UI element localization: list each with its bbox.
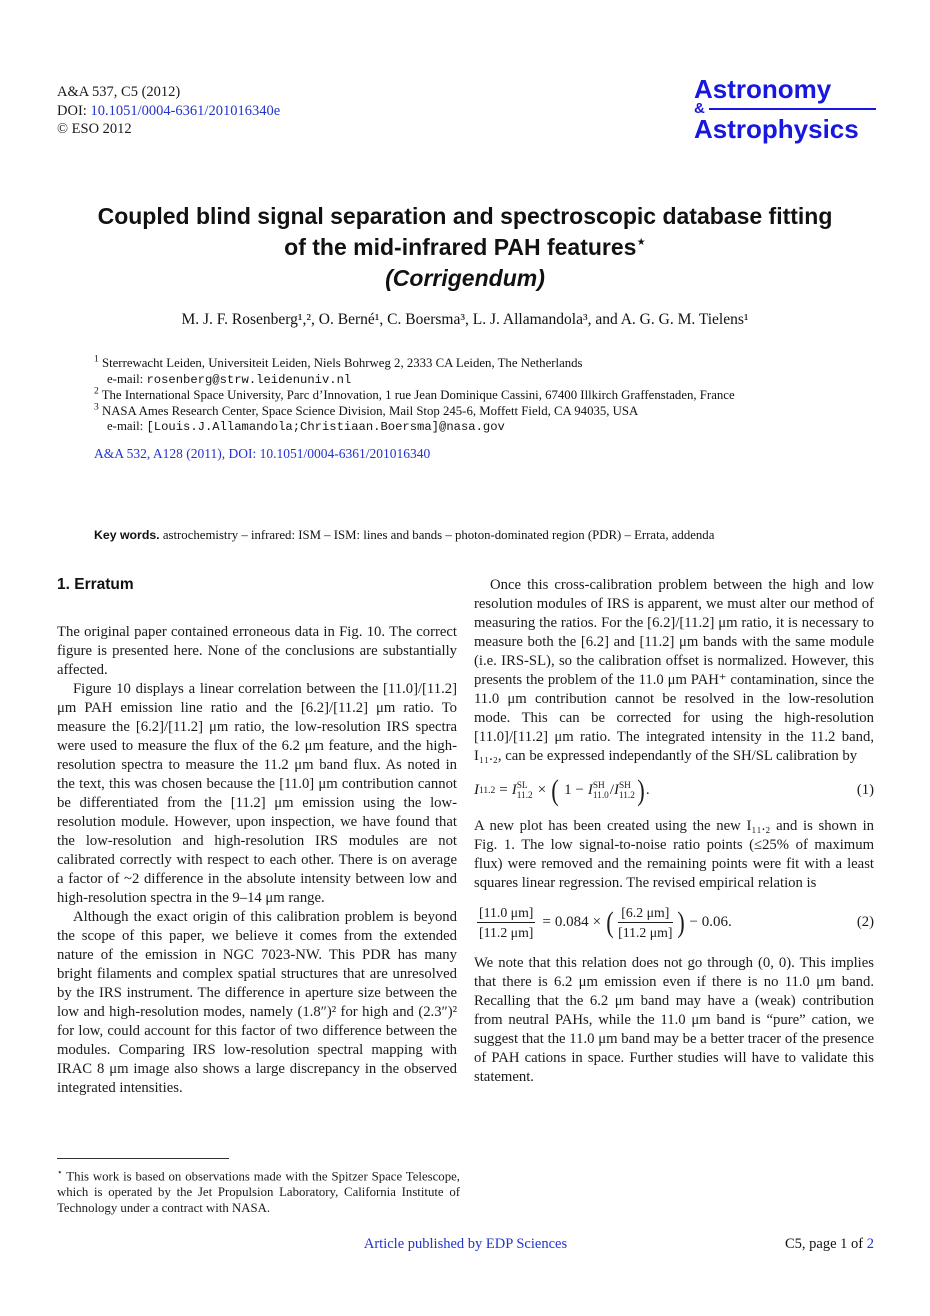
original-article-link[interactable]: A&A 532, A128 (2011), DOI: 10.1051/0004-6361/201016340 — [94, 446, 431, 461]
eq-term: I — [587, 782, 593, 798]
equation-1-number: (1) — [856, 782, 874, 798]
affiliation-number: 3 — [94, 402, 99, 413]
paragraph: Although the exact origin of this calibration problem is beyond the scope of this paper, we believe it comes from the extended nature of the emission in NGC 7023-NW. This PDR has many bright filaments and complex spatial structures that are unresolved by the IRS instrument. The difference in aperture size between the low and high-resolution modes, namely (1.8″)² for high and (2.3″)² for low, could account for this factor of two difference between the modules. Comparing IRS low-resolution spectral mapping with IRAC 8 μm image also shows a large discrepancy in the observed integrated intensities. — [57, 909, 457, 1096]
footnote-rule — [57, 1158, 229, 1159]
header-citation-block — [57, 83, 280, 139]
article-body — [57, 576, 874, 1098]
eq-superscript: SH — [618, 780, 631, 791]
affiliation-number: 2 — [94, 386, 99, 397]
email-label: e-mail: — [107, 419, 147, 434]
paragraph: A new plot has been created using the new I₁₁.₂ and is shown in Fig. 1. The low signal-to-noise ratio points (≤25% of maximum flux) were removed and the remaining points were fit with a least squares linear regression. The revised empirical relation is — [474, 818, 874, 891]
eq-operator: × — [537, 782, 547, 798]
eq-superscript: SH — [592, 780, 605, 791]
copyright-line: © ESO 2012 — [57, 121, 132, 137]
footnote-text-line — [57, 1164, 460, 1216]
keywords-text: astrochemistry – infrared: ISM – ISM: lines and bands – photon-dominated region (PDR) – Errata, addenda — [162, 528, 715, 542]
publisher-line — [57, 1236, 874, 1253]
affiliation-text — [94, 404, 834, 420]
equation-2-number: (2) — [856, 914, 874, 931]
eq-denominator: [11.2 μm] — [479, 925, 534, 941]
paragraph: We note that this relation does not go through (0, 0). This implies that there is 6.2 μm emission even if there is no 11.0 μm band. Recalling that the 6.2 μm band may have a (weak) contribution from neutral PAHs, while the 11.0 μm band is “pure” cation, we suggest that the 11.0 μm band may be a better tracer of the presence of PAH cations in space. Further studies will have to validate this statement. — [474, 955, 874, 1086]
eq-operator: × — [592, 914, 602, 931]
doi-label: DOI: — [57, 102, 91, 119]
eq-superscript: SL — [516, 780, 528, 791]
edp-sciences-link[interactable]: Article published by EDP Sciences — [363, 1236, 568, 1252]
affiliation-address: The International Space University, Parc d’Innovation, 1 rue Jean Dominique Cassini, 67400 Illkirch Graffenstaden, France — [101, 388, 735, 403]
paragraph: Once this cross-calibration problem between the high and low resolution modules of IRS is apparent, we must alter our method of measuring the ratios. For the [6.2]/[11.2] μm ratio, it is necessary to measure both the [6.2] and [11.2] μm bands with the same module (i.e. IRS-SL), so the calibration offset is normalized. However, this presents the problem of the 11.0 μm PAH⁺ contamination, since the 11.0 μm contribution cannot be resolved in the low-resolution mode. This can be corrected for using the high-resolution [11.0]/[11.2] μm ratio. The integrated intensity in the 11.2 band, I₁₁.₂, can be expressed independantly of the SH/SL calibration by — [474, 577, 874, 764]
author-list: M. J. F. Rosenberg¹,², O. Berné¹, C. Boersma³, L. J. Allamandola³, and A. G. G. M. Tielens¹ — [181, 311, 749, 328]
eq-operator: / — [609, 782, 614, 798]
eq-operator: = — [542, 914, 551, 931]
email-label: e-mail: — [107, 371, 147, 386]
title-footnote-star: ⋆ — [636, 233, 646, 251]
logo-rule — [709, 108, 876, 110]
article-title — [0, 201, 930, 294]
journal-reference: A&A 537, C5 (2012) — [57, 84, 181, 100]
original-article-reference — [94, 446, 430, 462]
affiliation-item — [94, 356, 834, 388]
page-number-line — [785, 1236, 874, 1253]
left-column — [57, 576, 457, 1098]
equation-1-body — [474, 774, 650, 807]
eq-paren-close: ) — [676, 906, 685, 940]
keywords-label: Key words. — [94, 528, 160, 542]
right-column — [474, 576, 874, 1098]
eq-paren-open: ( — [606, 906, 614, 940]
affiliation-address: Sterrewacht Leiden, Universiteit Leiden, Niels Bohrweg 2, 2333 CA Leiden, The Netherlands — [101, 356, 583, 370]
eq-fraction — [618, 904, 672, 941]
equation-1 — [474, 774, 874, 807]
keywords-line — [94, 527, 826, 543]
affiliation-address: NASA Ames Research Center, Space Science Division, Mail Stop 245-6, Moffett Field, CA 94035, USA — [101, 403, 639, 418]
eq-term: 1 − — [564, 782, 584, 798]
section-heading-erratum: 1. Erratum — [57, 576, 134, 593]
title-line-2-text: of the mid-infrared PAH features — [284, 234, 637, 260]
affiliation-email-line — [94, 419, 834, 436]
logo-astronomy-text: Astronomy — [694, 74, 832, 104]
eq-term: I — [511, 782, 517, 798]
eq-denominator: [11.2 μm] — [618, 925, 673, 941]
eq-operator: = — [499, 782, 508, 798]
eq-subscript: 11.0 — [592, 790, 609, 801]
page-footer — [57, 1236, 874, 1256]
page-number-text: C5, page 1 of — [785, 1236, 867, 1252]
eq-supsub — [593, 782, 609, 802]
paragraph: Figure 10 displays a linear correlation between the [11.0]/[11.2] μm PAH emission line ratio and the [6.2]/[11.2] μm ratio. To measure the [6.2]/[11.2] μm ratio, the low-resolution IRS spectra were used to measure the flux of the 6.2 μm feature, and the high-resolution spectra to measure the 11.2 μm band flux. As noted in the text, this was chosen because the [11.0] μm contribution cannot be differentiated from the [11.2] μm emission using the low-resolution module. However, upon inspection, we have found that the low-resolution and high-resolution IRS modules are not calibrated correctly with respect to each other. There is on average a factor of ~2 difference in the absolute intensity between low and high-resolution spectra in the 9–14 μm range. — [57, 681, 457, 906]
eq-fraction — [477, 904, 535, 941]
footnote-star: ⋆ — [57, 1167, 63, 1177]
eq-subscript: 11.2 — [479, 785, 496, 796]
eq-supsub — [619, 782, 635, 802]
equation-2 — [474, 904, 874, 941]
journal-logo — [694, 76, 876, 142]
eq-paren-close: ) — [637, 774, 645, 807]
affiliation-text — [94, 388, 834, 404]
title-line-1: Coupled blind signal separation and spectroscopic database fitting — [97, 203, 833, 229]
email-address: rosenberg@strw.leidenuniv.nl — [146, 372, 352, 387]
affiliation-text — [94, 356, 834, 372]
logo-ampersand: & — [694, 100, 705, 117]
eq-numerator: [6.2 μm] — [618, 904, 672, 923]
doi-line — [57, 102, 280, 121]
title-footnote — [57, 1158, 460, 1216]
eq-paren-open: ( — [551, 774, 559, 807]
email-address: [Louis.J.Allamandola;Christiaan.Boersma]@nasa.gov — [146, 420, 505, 435]
logo-astrophysics-text: Astrophysics — [694, 114, 859, 144]
affiliation-email-line — [94, 372, 834, 389]
equation-2-body — [474, 904, 736, 941]
eq-subscript: 11.2 — [516, 790, 533, 801]
eq-term: I — [474, 782, 479, 798]
title-line-2 — [0, 232, 930, 263]
eq-period: . — [645, 782, 650, 798]
eq-term: − 0.06. — [689, 914, 732, 931]
affiliation-item — [94, 388, 834, 404]
next-page-link[interactable]: 2 — [866, 1236, 874, 1252]
eq-numerator: [11.0 μm] — [477, 904, 535, 923]
eq-coefficient: 0.084 — [554, 914, 589, 931]
affiliations-block — [94, 356, 834, 436]
doi-link[interactable]: 10.1051/0004-6361/201016340e — [90, 102, 281, 119]
eq-subscript: 11.2 — [618, 790, 635, 801]
paragraph: The original paper contained erroneous data in Fig. 10. The correct figure is presented here. None of the conclusions are substantially affected. — [57, 624, 457, 678]
affiliation-number: 1 — [94, 354, 99, 365]
eq-term: I — [613, 782, 619, 798]
affiliation-item — [94, 404, 834, 436]
eq-supsub — [517, 782, 533, 802]
title-subtitle: (Corrigendum) — [385, 265, 545, 291]
footnote-text: This work is based on observations made with the Spitzer Space Telescope, which is operated by the Jet Propulsion Laboratory, California Institute of Technology under a contract with NASA. — [57, 1169, 460, 1216]
